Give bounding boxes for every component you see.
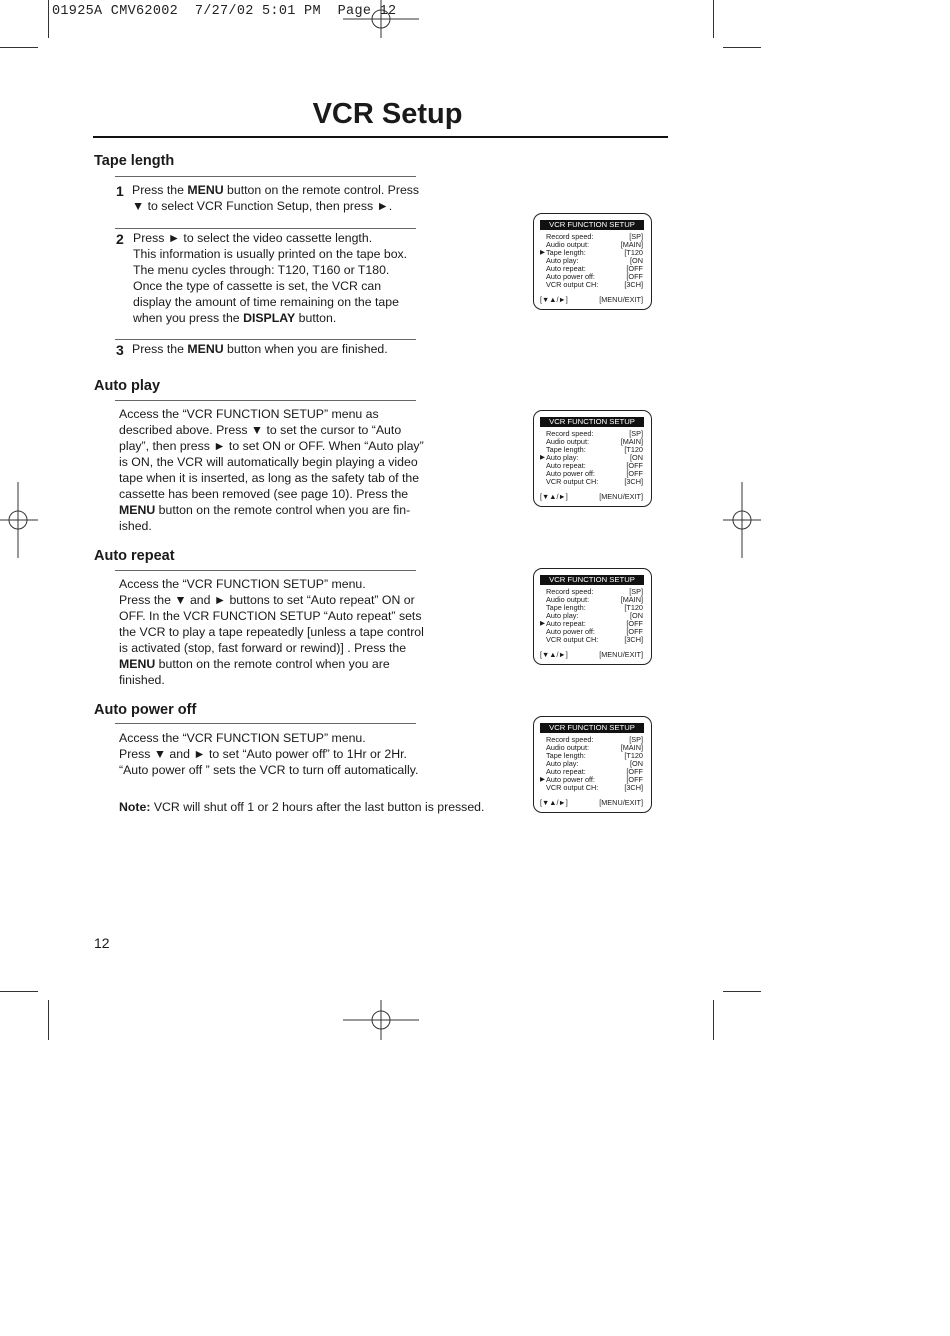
registration-target-icon xyxy=(723,482,761,558)
menu-row-label: VCR output CH: xyxy=(546,783,599,792)
crop-mark xyxy=(48,1000,49,1040)
menu-row-value: [SP] xyxy=(629,735,643,744)
menu-row-label: Audio output: xyxy=(546,595,590,604)
registration-target-icon xyxy=(0,482,38,558)
menu-row-value: [OFF xyxy=(626,775,643,784)
menu-row-value: [ON xyxy=(630,256,643,265)
menu-row-label: Record speed: xyxy=(546,429,594,438)
menu-row-value: [T120 xyxy=(624,751,643,760)
step-text: Press ► to select the video cassette length. This information is usually printed on the tape box. The menu cycles through: T120, T160 or T180. Once the type of cassette is set, the VCR can display the amount of time remaining on the tape when you press the DISPLAY button. xyxy=(133,231,408,325)
cursor-arrow-icon: ▶ xyxy=(540,620,545,627)
step-number: 2 xyxy=(116,231,124,247)
menu-row-value: [MAIN] xyxy=(620,240,643,249)
menu-row-value: [ON xyxy=(630,759,643,768)
menu-exit-hint: [MENU/EXIT] xyxy=(599,650,643,659)
menu-row xyxy=(540,477,643,486)
menu-row-value: [3CH] xyxy=(624,280,643,289)
menu-row-label: Auto power off: xyxy=(546,272,595,281)
menu-row-label: Auto play: xyxy=(546,256,579,265)
menu-row-value: [OFF xyxy=(626,627,643,636)
menu-row-label: Auto play: xyxy=(546,611,579,620)
page-title: VCR Setup xyxy=(312,98,463,130)
vcr-function-setup-menu xyxy=(533,568,652,665)
menu-row-label: Tape length: xyxy=(546,248,586,257)
menu-row-label: VCR output CH: xyxy=(546,280,599,289)
menu-row-label: Auto repeat: xyxy=(546,767,586,776)
section-heading-auto-power-off: Auto power off xyxy=(94,702,197,718)
menu-row-label: VCR output CH: xyxy=(546,477,599,486)
menu-row-label: Auto play: xyxy=(546,759,579,768)
page-number: 12 xyxy=(94,935,110,951)
section-text: Access the “VCR FUNCTION SETUP” menu. Press ▼ and ► to set “Auto power off” to 1Hr or 2Hr. “Auto power off ” sets the VCR to turn off automatically. xyxy=(119,731,419,777)
menu-row-value: [ON xyxy=(630,453,643,462)
menu-row-label: Tape length: xyxy=(546,603,586,612)
crop-mark xyxy=(713,0,714,38)
vcr-function-setup-menu xyxy=(533,213,652,310)
menu-row-label: Audio output: xyxy=(546,240,590,249)
menu-row xyxy=(540,635,643,644)
menu-row-label: Audio output: xyxy=(546,437,590,446)
step-number: 1 xyxy=(116,183,124,199)
menu-row-value: [3CH] xyxy=(624,635,643,644)
menu-row-label: Audio output: xyxy=(546,743,590,752)
section-heading-auto-repeat: Auto repeat xyxy=(94,548,175,564)
menu-row-label: Tape length: xyxy=(546,751,586,760)
crop-mark xyxy=(723,47,761,48)
menu-row-label: Auto power off: xyxy=(546,627,595,636)
menu-row-label: Auto power off: xyxy=(546,469,595,478)
step-rule xyxy=(115,228,416,229)
vcr-function-setup-menu xyxy=(533,716,652,813)
title-rule xyxy=(93,136,668,138)
menu-row-label: Auto repeat: xyxy=(546,264,586,273)
menu-row-value: [MAIN] xyxy=(620,743,643,752)
crop-mark xyxy=(723,991,761,992)
menu-exit-hint: [MENU/EXIT] xyxy=(599,492,643,501)
crop-mark xyxy=(48,0,49,38)
menu-row-value: [MAIN] xyxy=(620,595,643,604)
menu-row-value: [T120 xyxy=(624,248,643,257)
menu-row-label: Auto repeat: xyxy=(546,619,586,628)
section-rule xyxy=(115,400,416,401)
crop-mark xyxy=(0,47,38,48)
cursor-arrow-icon: ▶ xyxy=(540,776,545,783)
note-label: Note: xyxy=(119,800,151,814)
step-rule xyxy=(115,339,416,340)
section-rule xyxy=(115,176,416,177)
menu-row-label: Record speed: xyxy=(546,735,594,744)
menu-row xyxy=(540,280,643,289)
menu-row-value: [SP] xyxy=(629,429,643,438)
menu-row-value: [T120 xyxy=(624,445,643,454)
menu-row-value: [OFF xyxy=(626,469,643,478)
menu-row-value: [3CH] xyxy=(624,477,643,486)
menu-row xyxy=(540,783,643,792)
section-rule xyxy=(115,723,416,724)
note xyxy=(119,799,519,815)
menu-exit-hint: [MENU/EXIT] xyxy=(599,295,643,304)
cursor-arrow-icon: ▶ xyxy=(540,249,545,256)
menu-row-value: [OFF xyxy=(626,264,643,273)
menu-header: VCR FUNCTION SETUP xyxy=(540,575,644,585)
menu-row-value: [OFF xyxy=(626,461,643,470)
section-text: Access the “VCR FUNCTION SETUP” menu as described above. Press ▼ to set the cursor to “Auto play”, then press ► to set ON or OFF. When “Auto play” is ON, the VCR will automatically begin playing a video tape when it is inserted, as long as the safety tab of the cassette has been removed (see page 10). Press the MENU button on the remote control when you are fin- ished. xyxy=(119,407,424,533)
menu-exit-hint: [MENU/EXIT] xyxy=(599,798,643,807)
print-slug: 01925A CMV62002 7/27/02 5:01 PM Page 12 xyxy=(52,4,397,19)
menu-nav-hint: [▼▲/►] xyxy=(540,295,568,304)
menu-row-label: Tape length: xyxy=(546,445,586,454)
crop-mark xyxy=(713,1000,714,1040)
menu-row-label: Auto repeat: xyxy=(546,461,586,470)
note-text: VCR will shut off 1 or 2 hours after the last button is pressed. xyxy=(150,800,485,814)
step-number: 3 xyxy=(116,342,124,358)
menu-row-value: [3CH] xyxy=(624,783,643,792)
registration-target-icon xyxy=(343,1000,419,1040)
menu-row-label: Record speed: xyxy=(546,587,594,596)
menu-row-value: [T120 xyxy=(624,603,643,612)
menu-header: VCR FUNCTION SETUP xyxy=(540,220,644,230)
menu-row-value: [ON xyxy=(630,611,643,620)
section-heading-auto-play: Auto play xyxy=(94,378,161,394)
step-text: Press the MENU button when you are finished. xyxy=(132,342,388,356)
step-text: Press the MENU button on the remote control. Press ▼ to select VCR Function Setup, then press ►. xyxy=(132,183,420,213)
menu-header: VCR FUNCTION SETUP xyxy=(540,417,644,427)
menu-row-value: [SP] xyxy=(629,587,643,596)
menu-nav-hint: [▼▲/►] xyxy=(540,798,568,807)
menu-nav-hint: [▼▲/►] xyxy=(540,650,568,659)
menu-row-label: Auto play: xyxy=(546,453,579,462)
menu-row-value: [SP] xyxy=(629,232,643,241)
section-text: Access the “VCR FUNCTION SETUP” menu. Press the ▼ and ► buttons to set “Auto repeat” ON or OFF. In the VCR FUNCTION SETUP “Auto repeat” sets the VCR to play a tape repeatedly [unless a tape control is activated (stop, fast forward or rewind)] . Press the MENU button on the remote control when you are finished. xyxy=(119,577,424,687)
menu-nav-hint: [▼▲/►] xyxy=(540,492,568,501)
menu-row-label: Record speed: xyxy=(546,232,594,241)
vcr-function-setup-menu xyxy=(533,410,652,507)
menu-row-label: VCR output CH: xyxy=(546,635,599,644)
cursor-arrow-icon: ▶ xyxy=(540,454,545,461)
section-heading-tape-length: Tape length xyxy=(94,153,175,169)
menu-row-value: [OFF xyxy=(626,272,643,281)
menu-row-value: [MAIN] xyxy=(620,437,643,446)
section-rule xyxy=(115,570,416,571)
menu-row-value: [OFF xyxy=(626,619,643,628)
menu-row-value: [OFF xyxy=(626,767,643,776)
menu-row-label: Auto power off: xyxy=(546,775,595,784)
menu-header: VCR FUNCTION SETUP xyxy=(540,723,644,733)
crop-mark xyxy=(0,991,38,992)
